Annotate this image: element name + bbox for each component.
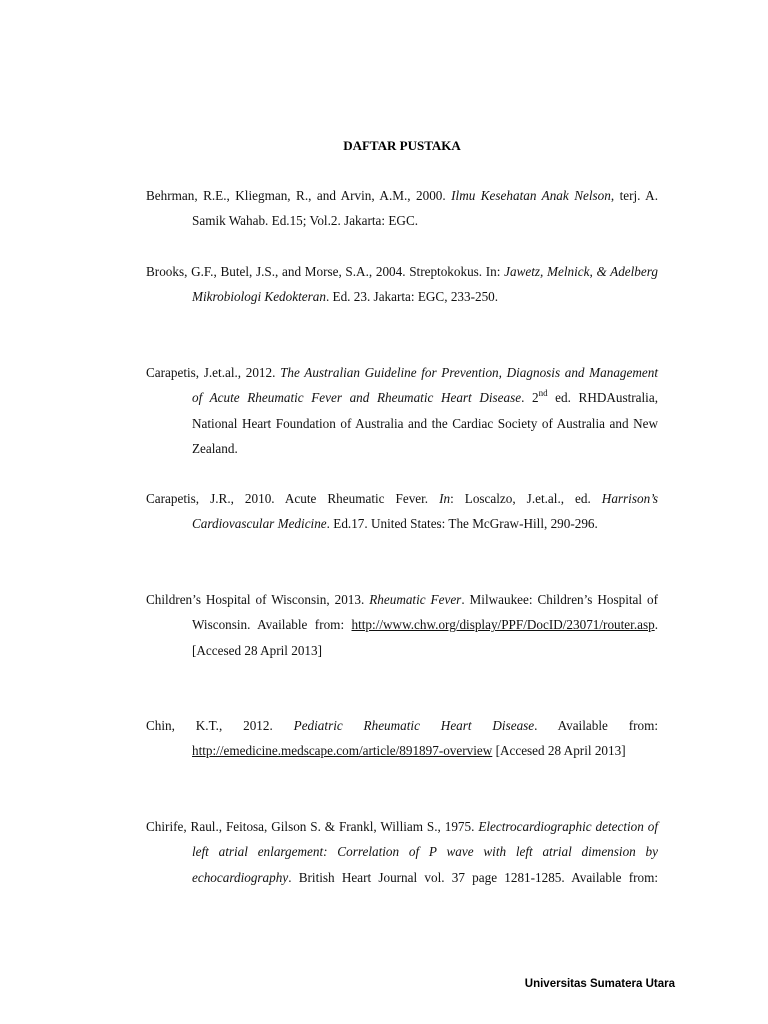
reference-carapetis-2012: Carapetis, J.et.al., 2012. The Australian Guideline for Prevention, Diagnosis and Management of Acute Rheumatic Fever and Rheumatic Heart Disease. 2nd ed. RHDAustralia, National Heart Foundation of Australia and the Cardiac Society of Australia and New Zealand.: [146, 365, 659, 456]
reference-chin: Chin, K.T., 2012. Pediatric Rheumatic Heart Disease. Available from: http://emedicine.medscape.com/article/891897-overview [Accesed 28 April 2013]: [146, 718, 658, 759]
reference-chirife: Chirife, Raul., Feitosa, Gilson S. & Frankl, William S., 1975. Electrocardiographic detection of left atrial enlargement: Correlation of P wave with left atrial dimension by echocardiography. British Heart Journal vol. 37 page 1281-1285. Available from:: [146, 819, 658, 885]
medscape-link[interactable]: http://emedicine.medscape.com/article/891897-overview: [192, 743, 493, 759]
chw-link[interactable]: http://www.chw.org/display/PPF/DocID/23071/router.asp: [351, 617, 655, 633]
reference-carapetis-2010: Carapetis, J.R., 2010. Acute Rheumatic Fever. In: Loscalzo, J.et.al., ed. Harrison’s Cardiovascular Medicine. Ed.17. United States: The McGraw-Hill, 290-296.: [146, 491, 658, 532]
reference-behrman: Behrman, R.E., Kliegman, R., and Arvin, A.M., 2000. Ilmu Kesehatan Anak Nelson, terj. A. Samik Wahab. Ed.15; Vol.2. Jakarta: EGC.: [146, 188, 659, 229]
reference-childrens-hospital: Children’s Hospital of Wisconsin, 2013. Rheumatic Fever. Milwaukee: Children’s Hospital of Wisconsin. Available from: http://www.chw.org/display/PPF/DocID/23071/router.asp. [Accesed 28 April 2013]: [146, 592, 658, 658]
page-title: DAFTAR PUSTAKA: [343, 138, 461, 153]
reference-brooks: Brooks, G.F., Butel, J.S., and Morse, S.A., 2004. Streptokokus. In: Jawetz, Melnick, & Adelberg Mikrobiologi Kedokteran. Ed. 23. Jakarta: EGC, 233-250.: [146, 264, 658, 305]
footer-university: Universitas Sumatera Utara: [524, 978, 675, 990]
